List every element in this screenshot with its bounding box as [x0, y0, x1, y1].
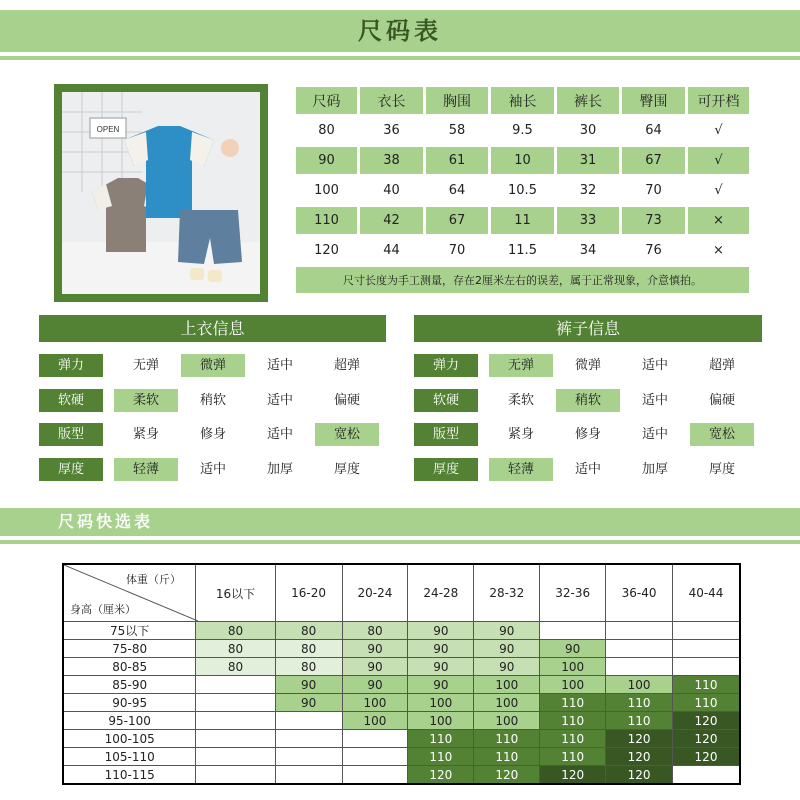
pants-attr-option-selected: 宽松 [690, 423, 754, 446]
pants-attr-option: 适中 [641, 392, 668, 408]
title-underline [0, 56, 800, 60]
quick-select-table [62, 563, 741, 785]
size-recommendation-cell: 90 [275, 676, 342, 694]
size-cell: 73 [622, 207, 685, 234]
size-recommendation-cell: 90 [474, 640, 540, 658]
weight-column-header: 40-44 [673, 564, 740, 622]
top-attr-option: 紧身 [132, 427, 159, 442]
size-recommendation-cell: 100 [540, 658, 606, 676]
pants-attr-option-selected: 稍软 [556, 389, 620, 412]
pants-attr-label: 厚度 [414, 458, 478, 481]
size-cell: √ [688, 117, 749, 144]
size-recommendation-cell: 100 [408, 694, 474, 712]
quick-select-row [63, 712, 740, 730]
size-recommendation-cell: 80 [196, 622, 275, 640]
size-recommendation-cell: 100 [342, 694, 408, 712]
pants-attr-option: 适中 [641, 358, 668, 373]
pants-attr-option-selected: 无弹 [489, 354, 553, 377]
size-cell: √ [688, 177, 749, 204]
quick-select-row [63, 730, 740, 748]
height-row-header: 95-100 [63, 712, 196, 730]
size-recommendation-cell: 120 [408, 766, 474, 785]
weight-column-header: 32-36 [540, 564, 606, 622]
size-cell: 31 [557, 147, 619, 174]
pants-info-title: 裤子信息 [414, 315, 762, 342]
pants-attr-option: 厚度 [708, 461, 735, 477]
size-recommendation-cell: 120 [540, 766, 606, 785]
size-recommendation-cell: 90 [474, 622, 540, 640]
size-recommendation-cell: 110 [540, 712, 606, 730]
pants-attr-label: 版型 [414, 423, 478, 446]
size-cell: 44 [360, 237, 423, 264]
size-cell: 33 [557, 207, 619, 234]
pants-attr-option: 适中 [641, 427, 668, 442]
size-recommendation-cell: 100 [474, 694, 540, 712]
size-recommendation-cell: 110 [673, 694, 740, 712]
size-cell: 11.5 [491, 237, 554, 264]
weight-axis-label: 体重（斤） [126, 573, 181, 586]
top-attr-label: 软硬 [39, 389, 103, 412]
size-recommendation-cell: 100 [474, 676, 540, 694]
height-row-header: 110-115 [63, 766, 196, 785]
size-table-header: 裤长 [557, 87, 619, 114]
size-recommendation-cell [342, 766, 408, 785]
size-recommendation-cell: 100 [540, 676, 606, 694]
size-table-row [296, 147, 749, 174]
top-attr-option: 稍软 [199, 392, 226, 408]
size-cell: 58 [426, 117, 488, 144]
size-table-header: 臀围 [622, 87, 685, 114]
size-cell: 11 [491, 207, 554, 234]
size-cell: 70 [426, 237, 488, 264]
top-attr-option-selected: 柔软 [114, 389, 178, 412]
size-cell: 80 [296, 117, 357, 144]
size-recommendation-cell: 90 [342, 658, 408, 676]
weight-column-header: 36-40 [606, 564, 673, 622]
size-table-header: 袖长 [491, 87, 554, 114]
pants-attr-option: 超弹 [708, 358, 735, 373]
sign-text: OPEN [96, 125, 120, 134]
pants-attr-option: 紧身 [507, 427, 534, 442]
size-recommendation-cell [196, 712, 275, 730]
top-attr-option: 厚度 [333, 461, 360, 477]
pants-attr-label: 弹力 [414, 354, 478, 377]
size-recommendation-cell: 120 [673, 748, 740, 766]
size-recommendation-cell: 110 [673, 676, 740, 694]
size-recommendation-cell: 110 [540, 730, 606, 748]
size-recommendation-cell: 120 [606, 766, 673, 785]
quick-select-row [63, 748, 740, 766]
pants-attr-label: 软硬 [414, 389, 478, 412]
size-cell: 36 [360, 117, 423, 144]
size-recommendation-cell [606, 658, 673, 676]
size-recommendation-cell: 110 [540, 748, 606, 766]
top-attr-option: 偏硬 [333, 392, 360, 408]
size-cell: 32 [557, 177, 619, 204]
quick-select-row [63, 694, 740, 712]
size-recommendation-cell: 110 [474, 748, 540, 766]
size-table [293, 84, 752, 296]
top-attr-option-selected: 宽松 [315, 423, 379, 446]
pants-attr-option: 加厚 [641, 461, 668, 477]
top-attr-option: 加厚 [266, 461, 293, 477]
height-axis-label: 身高（厘米） [70, 603, 136, 616]
pants-attr-option-selected: 轻薄 [489, 458, 553, 481]
top-attr-option: 修身 [199, 427, 226, 442]
size-cell: 34 [557, 237, 619, 264]
quick-select-row [63, 640, 740, 658]
size-recommendation-cell: 80 [196, 658, 275, 676]
size-recommendation-cell: 100 [606, 676, 673, 694]
top-info-title: 上衣信息 [39, 315, 386, 342]
weight-column-header: 28-32 [474, 564, 540, 622]
size-cell: 67 [426, 207, 488, 234]
size-recommendation-cell [196, 766, 275, 785]
top-attr-option: 超弹 [333, 358, 360, 373]
size-table-header: 可开档 [688, 87, 749, 114]
top-attr-option: 适中 [266, 358, 293, 373]
weight-column-header: 24-28 [408, 564, 474, 622]
quick-select-title: 尺码快选表 [58, 512, 154, 531]
size-recommendation-cell: 110 [408, 730, 474, 748]
height-row-header: 85-90 [63, 676, 196, 694]
size-table-note-row [296, 267, 749, 293]
size-cell: 64 [622, 117, 685, 144]
size-recommendation-cell: 100 [474, 712, 540, 730]
size-cell: 40 [360, 177, 423, 204]
size-recommendation-cell [342, 748, 408, 766]
size-recommendation-cell [196, 730, 275, 748]
size-cell: 42 [360, 207, 423, 234]
size-recommendation-cell: 80 [342, 622, 408, 640]
size-table-row [296, 237, 749, 264]
height-row-header: 90-95 [63, 694, 196, 712]
size-recommendation-cell: 90 [408, 640, 474, 658]
size-cell: 70 [622, 177, 685, 204]
pants-attr-option: 修身 [574, 427, 601, 442]
size-recommendation-cell [196, 748, 275, 766]
height-row-header: 80-85 [63, 658, 196, 676]
size-recommendation-cell: 90 [342, 640, 408, 658]
size-recommendation-cell: 110 [408, 748, 474, 766]
size-cell: × [688, 207, 749, 234]
size-recommendation-cell [275, 712, 342, 730]
size-recommendation-cell: 120 [673, 730, 740, 748]
top-attr-label: 弹力 [39, 354, 103, 377]
size-table-header: 胸围 [426, 87, 488, 114]
top-attr-option: 适中 [199, 461, 226, 477]
size-recommendation-cell [673, 640, 740, 658]
size-table-row [296, 117, 749, 144]
size-recommendation-cell [606, 640, 673, 658]
size-cell: √ [688, 147, 749, 174]
top-attr-label: 版型 [39, 423, 103, 446]
product-photo-frame [54, 84, 268, 302]
weight-column-header: 20-24 [342, 564, 408, 622]
size-recommendation-cell [196, 694, 275, 712]
size-recommendation-cell: 110 [606, 712, 673, 730]
quick-select-row [63, 658, 740, 676]
size-cell: 64 [426, 177, 488, 204]
size-cell: 110 [296, 207, 357, 234]
size-recommendation-cell [673, 766, 740, 785]
size-cell: 120 [296, 237, 357, 264]
size-recommendation-cell [606, 622, 673, 640]
quick-select-row [63, 622, 740, 640]
size-recommendation-cell: 90 [342, 676, 408, 694]
top-attr-option: 无弹 [132, 358, 159, 373]
size-recommendation-cell [540, 622, 606, 640]
weight-column-header: 16-20 [275, 564, 342, 622]
size-recommendation-cell: 90 [408, 676, 474, 694]
pants-attr-option: 微弹 [574, 358, 601, 373]
pants-attr-option: 偏硬 [708, 392, 735, 408]
height-row-header: 100-105 [63, 730, 196, 748]
product-photo [62, 92, 260, 294]
height-row-header: 75-80 [63, 640, 196, 658]
quick-select-row [63, 676, 740, 694]
quick-select-header-row [63, 564, 740, 622]
top-attr-option-selected: 微弹 [181, 354, 245, 377]
size-cell: 61 [426, 147, 488, 174]
size-recommendation-cell: 80 [196, 640, 275, 658]
size-cell: 76 [622, 237, 685, 264]
size-recommendation-cell [196, 676, 275, 694]
size-cell: 10.5 [491, 177, 554, 204]
size-recommendation-cell [673, 658, 740, 676]
top-attr-option: 适中 [266, 392, 293, 408]
quick-select-row [63, 766, 740, 785]
top-attr-label: 厚度 [39, 458, 103, 481]
size-recommendation-cell [275, 766, 342, 785]
size-recommendation-cell [275, 730, 342, 748]
size-recommendation-cell: 90 [408, 658, 474, 676]
size-table-header: 尺码 [296, 87, 357, 114]
size-table-header-row [296, 87, 749, 114]
height-row-header: 105-110 [63, 748, 196, 766]
size-recommendation-cell: 90 [275, 694, 342, 712]
size-recommendation-cell [342, 730, 408, 748]
size-cell: 67 [622, 147, 685, 174]
quick-select-underline [0, 540, 800, 544]
size-table-header: 衣长 [360, 87, 423, 114]
size-recommendation-cell: 110 [606, 694, 673, 712]
size-cell: 38 [360, 147, 423, 174]
size-recommendation-cell: 110 [540, 694, 606, 712]
size-recommendation-cell: 80 [275, 622, 342, 640]
size-recommendation-cell: 120 [606, 730, 673, 748]
product-illustration [62, 92, 260, 294]
size-table-row [296, 177, 749, 204]
size-cell: 9.5 [491, 117, 554, 144]
size-recommendation-cell: 100 [408, 712, 474, 730]
size-cell: 100 [296, 177, 357, 204]
corner-cell [63, 564, 196, 622]
pants-attr-option: 适中 [574, 461, 601, 477]
size-table-row [296, 207, 749, 234]
size-recommendation-cell: 120 [673, 712, 740, 730]
size-recommendation-cell [275, 748, 342, 766]
page-title: 尺码表 [358, 17, 442, 45]
size-recommendation-cell: 100 [342, 712, 408, 730]
size-recommendation-cell: 110 [474, 730, 540, 748]
height-row-header: 75以下 [63, 622, 196, 640]
size-recommendation-cell: 80 [275, 640, 342, 658]
size-recommendation-cell [673, 622, 740, 640]
weight-column-header: 16以下 [196, 564, 275, 622]
size-recommendation-cell: 90 [474, 658, 540, 676]
top-attr-option: 适中 [266, 427, 293, 442]
size-recommendation-cell: 90 [408, 622, 474, 640]
pants-attr-option: 柔软 [507, 392, 534, 408]
size-recommendation-cell: 120 [474, 766, 540, 785]
size-cell: 90 [296, 147, 357, 174]
size-recommendation-cell: 90 [540, 640, 606, 658]
size-table-note: 尺寸长度为手工测量，存在2厘米左右的误差，属于正常现象，介意慎拍。 [296, 267, 749, 293]
size-recommendation-cell: 80 [275, 658, 342, 676]
size-cell: × [688, 237, 749, 264]
size-recommendation-cell: 120 [606, 748, 673, 766]
size-cell: 10 [491, 147, 554, 174]
size-cell: 30 [557, 117, 619, 144]
top-attr-option-selected: 轻薄 [114, 458, 178, 481]
